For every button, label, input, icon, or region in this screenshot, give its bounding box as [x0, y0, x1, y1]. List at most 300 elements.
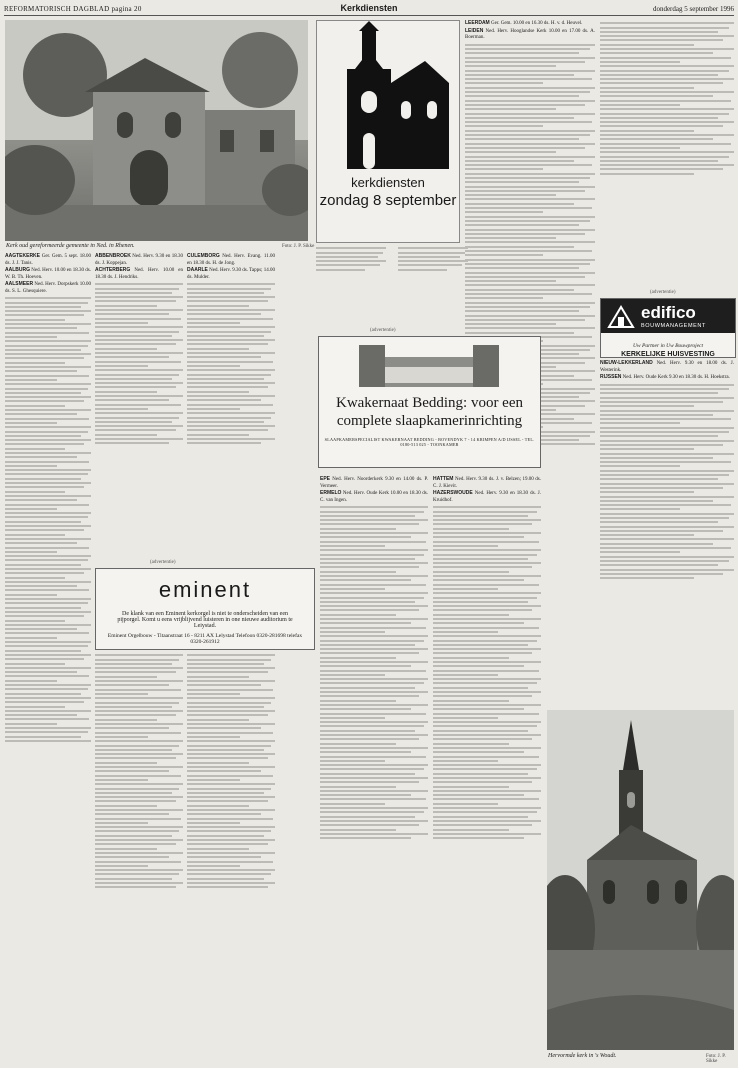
listing-entry [187, 267, 275, 281]
text-line-placeholder [5, 577, 65, 579]
listing-entry [95, 253, 183, 267]
text-line-placeholder [465, 48, 590, 50]
text-line-placeholder [95, 805, 157, 807]
text-line-placeholder [600, 65, 734, 67]
text-line-placeholder [320, 584, 426, 586]
text-line-placeholder [600, 108, 734, 110]
text-line-placeholder [600, 130, 694, 132]
text-line-placeholder [465, 267, 579, 269]
text-line-placeholder [433, 730, 528, 732]
text-line-placeholder [600, 22, 734, 24]
text-line-placeholder [95, 395, 183, 397]
text-line-placeholder [95, 822, 148, 824]
text-line-placeholder [398, 247, 468, 249]
text-line-placeholder [5, 538, 91, 540]
text-line-placeholder [187, 706, 264, 708]
text-line-placeholder [187, 697, 275, 699]
text-line-placeholder [95, 326, 183, 328]
text-line-placeholder [95, 361, 181, 363]
text-line-placeholder [5, 418, 89, 420]
text-line-placeholder [5, 306, 81, 308]
text-line-placeholder [187, 318, 273, 320]
text-line-placeholder [600, 440, 734, 442]
text-line-placeholder [95, 300, 176, 302]
text-line-placeholder [320, 764, 428, 766]
text-line-placeholder [187, 361, 273, 363]
kwakernaat-line1: Kwakernaat Bedding: voor een [335, 395, 524, 411]
listing-column-4-top [316, 245, 386, 295]
text-line-placeholder [5, 336, 57, 338]
listing-text: Ned. Herv. 9.30 en 18.30 ds. J. Koppejan. [95, 254, 183, 266]
text-line-placeholder [600, 496, 734, 498]
text-line-placeholder [5, 555, 91, 557]
text-line-placeholder [5, 658, 84, 660]
text-line-placeholder [5, 465, 57, 467]
text-line-placeholder [433, 768, 537, 770]
text-line-placeholder [95, 374, 179, 376]
text-line-placeholder [320, 519, 428, 521]
text-line-placeholder [600, 82, 723, 84]
listing-text: Ned. Herv. Noorderkerk 9.30 en 14.00 ds. P. Vermeer. [320, 477, 428, 489]
text-line-placeholder [187, 783, 275, 785]
text-line-placeholder [5, 443, 84, 445]
text-line-placeholder [95, 783, 183, 785]
text-line-placeholder [600, 100, 731, 102]
text-line-placeholder [95, 335, 172, 337]
text-line-placeholder [320, 738, 419, 740]
text-line-placeholder [600, 87, 694, 89]
text-line-placeholder [320, 523, 419, 525]
section-title: Kerkdiensten [340, 3, 398, 13]
text-line-placeholder [600, 444, 723, 446]
text-line-placeholder [316, 260, 386, 262]
listing-text: Ned. Herv. Dorpskerk 10.00 ds. S. L. Ghesquiere. [5, 282, 91, 294]
text-line-placeholder [600, 384, 734, 386]
text-line-placeholder [600, 117, 718, 119]
text-line-placeholder [5, 310, 91, 312]
text-line-placeholder [95, 671, 176, 673]
text-line-placeholder [600, 39, 723, 41]
text-line-placeholder [95, 757, 176, 759]
text-line-placeholder [600, 427, 734, 429]
text-line-placeholder [5, 615, 84, 617]
text-line-placeholder [320, 756, 426, 758]
text-line-placeholder [600, 147, 680, 149]
text-line-placeholder [600, 143, 731, 145]
listing-column-3 [187, 253, 275, 558]
text-line-placeholder [187, 305, 249, 307]
listing-entry [320, 476, 428, 490]
kwakernaat-ad [318, 336, 541, 468]
text-line-placeholder [5, 319, 65, 321]
text-line-placeholder [95, 809, 183, 811]
text-line-placeholder [5, 654, 91, 656]
listing-column-7 [600, 360, 734, 705]
text-line-placeholder [187, 671, 268, 673]
text-line-placeholder [5, 357, 84, 359]
text-line-placeholder [187, 869, 275, 871]
listing-entry [600, 374, 734, 382]
text-line-placeholder [187, 429, 268, 431]
text-line-placeholder [600, 104, 680, 106]
text-line-placeholder [95, 667, 183, 669]
text-line-placeholder [465, 332, 574, 334]
listing-place: AALSMEER [5, 281, 34, 287]
text-line-placeholder [465, 70, 595, 72]
text-line-placeholder [433, 760, 498, 762]
listing-place: ACHTERBERG [95, 267, 131, 273]
text-line-placeholder [95, 693, 148, 695]
text-line-placeholder [320, 670, 426, 672]
text-line-placeholder [95, 412, 183, 414]
text-line-placeholder [5, 663, 65, 665]
ad-label-kwakernaat: (advertentie) [370, 328, 396, 333]
text-line-placeholder [600, 483, 734, 485]
feature-title: kerkdiensten [351, 175, 425, 190]
text-line-placeholder [433, 794, 524, 796]
text-line-placeholder [465, 190, 585, 192]
listing-entry [465, 28, 595, 42]
text-line-placeholder [320, 661, 428, 663]
text-line-placeholder [95, 356, 169, 358]
text-line-placeholder [5, 714, 77, 716]
text-line-placeholder [316, 269, 365, 271]
text-line-placeholder [600, 91, 734, 93]
text-line-placeholder [320, 674, 385, 676]
text-line-placeholder [600, 538, 734, 540]
text-line-placeholder [187, 283, 275, 285]
text-line-placeholder [465, 203, 574, 205]
text-line-placeholder [187, 339, 275, 341]
text-line-placeholder [465, 284, 595, 286]
text-line-placeholder [5, 671, 77, 673]
text-line-placeholder [433, 764, 541, 766]
text-line-placeholder [320, 700, 396, 702]
text-line-placeholder [320, 640, 424, 642]
text-line-placeholder [600, 156, 729, 158]
listing-text: Ned. Herv. Hooglandse Kerk 10.00 en 17.00 ds. A. Boerman. [465, 28, 595, 40]
text-line-placeholder [187, 434, 249, 436]
text-line-placeholder [95, 788, 179, 790]
text-line-placeholder [95, 856, 169, 858]
text-line-placeholder [600, 392, 718, 394]
text-line-placeholder [187, 826, 275, 828]
text-line-placeholder [465, 87, 595, 89]
text-line-placeholder [600, 478, 718, 480]
text-line-placeholder [95, 882, 183, 884]
text-line-placeholder [95, 434, 157, 436]
text-line-placeholder [187, 331, 271, 333]
text-line-placeholder [465, 272, 595, 274]
text-line-placeholder [5, 340, 91, 342]
text-line-placeholder [465, 310, 579, 312]
text-line-placeholder [95, 813, 169, 815]
text-line-placeholder [320, 506, 428, 508]
text-line-placeholder [95, 417, 179, 419]
text-line-placeholder [600, 508, 680, 510]
text-line-placeholder [95, 305, 157, 307]
text-line-placeholder [433, 798, 539, 800]
text-line-placeholder [95, 753, 183, 755]
text-line-placeholder [187, 356, 261, 358]
text-line-placeholder [5, 508, 57, 510]
text-line-placeholder [187, 391, 249, 393]
text-line-placeholder [5, 693, 81, 695]
text-line-placeholder [600, 78, 734, 80]
text-line-placeholder [5, 551, 57, 553]
text-line-placeholder [95, 796, 183, 798]
edifico-name: edifico [641, 303, 696, 322]
text-line-placeholder [5, 620, 65, 622]
text-line-placeholder [320, 773, 415, 775]
text-line-placeholder [433, 773, 528, 775]
text-line-placeholder [320, 571, 396, 573]
text-line-placeholder [5, 602, 88, 604]
page-header-date: donderdag 5 september 1996 [652, 5, 734, 13]
text-line-placeholder [187, 732, 273, 734]
text-line-placeholder [187, 438, 275, 440]
text-line-placeholder [95, 292, 172, 294]
text-line-placeholder [465, 198, 595, 200]
text-line-placeholder [600, 564, 718, 566]
text-line-placeholder [95, 873, 179, 875]
text-line-placeholder [465, 113, 595, 115]
text-line-placeholder [95, 818, 181, 820]
text-line-placeholder [95, 706, 172, 708]
text-line-placeholder [95, 408, 148, 410]
text-line-placeholder [5, 568, 91, 570]
text-line-placeholder [600, 470, 734, 472]
text-line-placeholder [187, 843, 268, 845]
text-line-placeholder [465, 61, 585, 63]
text-line-placeholder [95, 296, 183, 298]
text-line-placeholder [320, 588, 385, 590]
text-line-placeholder [5, 383, 91, 385]
text-line-placeholder [187, 300, 268, 302]
listing-text: Ned. Herv. 9.30 ds. J. v. Belzen; 19.00 ds. C. J. Kievit. [433, 477, 541, 489]
kwakernaat-contact: SLAAPKAMERSPECIALIST KWAKERNAAT BEDDING - BOVENDYK 7 - 14 KRIMPEN A/D IJSSEL - TEL. 0180-513 025 - TOONKAMER [324, 437, 535, 447]
text-line-placeholder [600, 521, 718, 523]
page-header [4, 3, 734, 16]
listing-place: HATTEM [433, 476, 454, 482]
text-line-placeholder [187, 322, 240, 324]
text-line-placeholder [95, 386, 176, 388]
text-line-placeholder [5, 435, 81, 437]
text-line-placeholder [5, 667, 91, 669]
text-line-placeholder [600, 418, 731, 420]
text-line-placeholder [320, 549, 428, 551]
listing-place: EPE [320, 476, 331, 482]
text-line-placeholder [5, 431, 88, 433]
photo-credit-woudt: Foto: J. P. Sikke [706, 1054, 726, 1064]
text-line-placeholder [465, 78, 592, 80]
text-line-placeholder [187, 736, 240, 738]
text-line-placeholder [465, 181, 579, 183]
text-line-placeholder [320, 743, 396, 745]
text-line-placeholder [187, 809, 275, 811]
text-line-placeholder [465, 134, 590, 136]
text-line-placeholder [95, 348, 157, 350]
text-line-placeholder [187, 442, 261, 444]
text-line-placeholder [5, 469, 91, 471]
text-line-placeholder [95, 766, 183, 768]
listing-place: ERMELO [320, 490, 342, 496]
text-line-placeholder [187, 326, 275, 328]
text-line-placeholder [600, 487, 723, 489]
text-line-placeholder [320, 704, 428, 706]
text-line-placeholder [398, 260, 468, 262]
text-line-placeholder [187, 680, 275, 682]
text-line-placeholder [95, 382, 183, 384]
text-line-placeholder [320, 545, 385, 547]
text-line-placeholder [465, 241, 595, 243]
photo-caption-rhenen: Kerk oud gereformeerde gemeente in Ned. in Rhenen. [6, 243, 135, 249]
text-line-placeholder [5, 572, 84, 574]
text-line-placeholder [95, 391, 157, 393]
text-line-placeholder [187, 727, 261, 729]
text-line-placeholder [5, 370, 77, 372]
text-line-placeholder [5, 516, 88, 518]
text-line-placeholder [465, 147, 585, 149]
text-line-placeholder [465, 173, 595, 175]
text-line-placeholder [320, 597, 424, 599]
text-line-placeholder [320, 824, 419, 826]
text-line-placeholder [600, 534, 694, 536]
text-line-placeholder [187, 792, 264, 794]
text-line-placeholder [600, 48, 734, 50]
text-line-placeholder [5, 405, 65, 407]
text-line-placeholder [187, 762, 249, 764]
text-line-placeholder [600, 35, 734, 37]
text-line-placeholder [320, 713, 426, 715]
text-line-placeholder [433, 824, 532, 826]
text-line-placeholder [320, 566, 419, 568]
text-line-placeholder [316, 247, 386, 249]
text-line-placeholder [5, 547, 89, 549]
text-line-placeholder [5, 710, 91, 712]
text-line-placeholder [95, 425, 183, 427]
text-line-placeholder [187, 740, 275, 742]
text-line-placeholder [95, 283, 183, 285]
text-line-placeholder [187, 421, 264, 423]
church-photo-woudt [547, 710, 734, 1050]
text-line-placeholder [600, 560, 729, 562]
text-line-placeholder [465, 44, 595, 46]
text-line-placeholder [600, 517, 729, 519]
text-line-placeholder [95, 826, 183, 828]
text-line-placeholder [5, 594, 57, 596]
text-line-placeholder [320, 820, 428, 822]
text-line-placeholder [95, 878, 172, 880]
text-line-placeholder [465, 220, 590, 222]
text-line-placeholder [465, 250, 592, 252]
listing-text: Ned. Herv. 10.00 en 18.30 ds. W. B. Th. Hoeven. [5, 268, 91, 280]
text-line-placeholder [187, 386, 268, 388]
text-line-placeholder [5, 323, 91, 325]
listing-entry [600, 360, 734, 374]
church-photo-rhenen [5, 20, 308, 241]
text-line-placeholder [5, 706, 65, 708]
text-line-placeholder [95, 659, 179, 661]
text-line-placeholder [320, 579, 411, 581]
text-line-placeholder [187, 296, 275, 298]
text-line-placeholder [5, 723, 57, 725]
listing-place: HAZERSWOUDE [433, 490, 473, 496]
text-line-placeholder [187, 408, 240, 410]
text-line-placeholder [465, 125, 543, 127]
text-line-placeholder [187, 702, 271, 704]
text-line-placeholder [187, 382, 275, 384]
text-line-placeholder [320, 725, 424, 727]
text-line-placeholder [433, 811, 537, 813]
listing-column-7a [600, 20, 734, 288]
text-line-placeholder [320, 622, 411, 624]
text-line-placeholder [5, 422, 57, 424]
text-line-placeholder [433, 743, 509, 745]
text-line-placeholder [433, 833, 541, 835]
edifico-tagline: BOUWMANAGEMENT [641, 323, 706, 329]
text-line-placeholder [5, 297, 91, 299]
text-line-placeholder [187, 800, 268, 802]
text-line-placeholder [5, 736, 81, 738]
text-line-placeholder [320, 558, 415, 560]
text-line-placeholder [95, 800, 176, 802]
text-line-placeholder [187, 288, 271, 290]
text-line-placeholder [465, 164, 592, 166]
text-line-placeholder [320, 678, 428, 680]
text-line-placeholder [600, 543, 713, 545]
text-line-placeholder [320, 781, 419, 783]
text-line-placeholder [320, 614, 396, 616]
text-line-placeholder [5, 675, 89, 677]
listing-column-4 [320, 476, 428, 1053]
text-line-placeholder [320, 528, 396, 530]
text-line-placeholder [187, 813, 261, 815]
text-line-placeholder [320, 644, 415, 646]
text-line-placeholder [465, 276, 585, 278]
text-line-placeholder [5, 353, 91, 355]
text-line-placeholder [187, 830, 271, 832]
text-line-placeholder [600, 168, 723, 170]
text-line-placeholder [5, 632, 89, 634]
text-line-placeholder [187, 309, 275, 311]
text-line-placeholder [5, 495, 91, 497]
text-line-placeholder [5, 392, 81, 394]
text-line-placeholder [600, 74, 718, 76]
text-line-placeholder [465, 117, 574, 119]
text-line-placeholder [5, 388, 88, 390]
text-line-placeholder [5, 701, 84, 703]
text-line-placeholder [5, 589, 89, 591]
text-line-placeholder [465, 297, 543, 299]
listing-column-2b [95, 652, 183, 1053]
listing-place: DAARLE [187, 267, 208, 273]
text-line-placeholder [187, 667, 275, 669]
text-line-placeholder [5, 413, 77, 415]
text-line-placeholder [95, 654, 183, 656]
text-line-placeholder [320, 635, 428, 637]
text-line-placeholder [600, 164, 734, 166]
text-line-placeholder [465, 186, 595, 188]
text-line-placeholder [5, 542, 77, 544]
listing-column-5-top [398, 245, 468, 295]
text-line-placeholder [187, 343, 268, 345]
text-line-placeholder [95, 442, 169, 444]
text-line-placeholder [600, 461, 731, 463]
listing-entry [95, 267, 183, 281]
text-line-placeholder [465, 194, 556, 196]
text-line-placeholder [465, 160, 574, 162]
